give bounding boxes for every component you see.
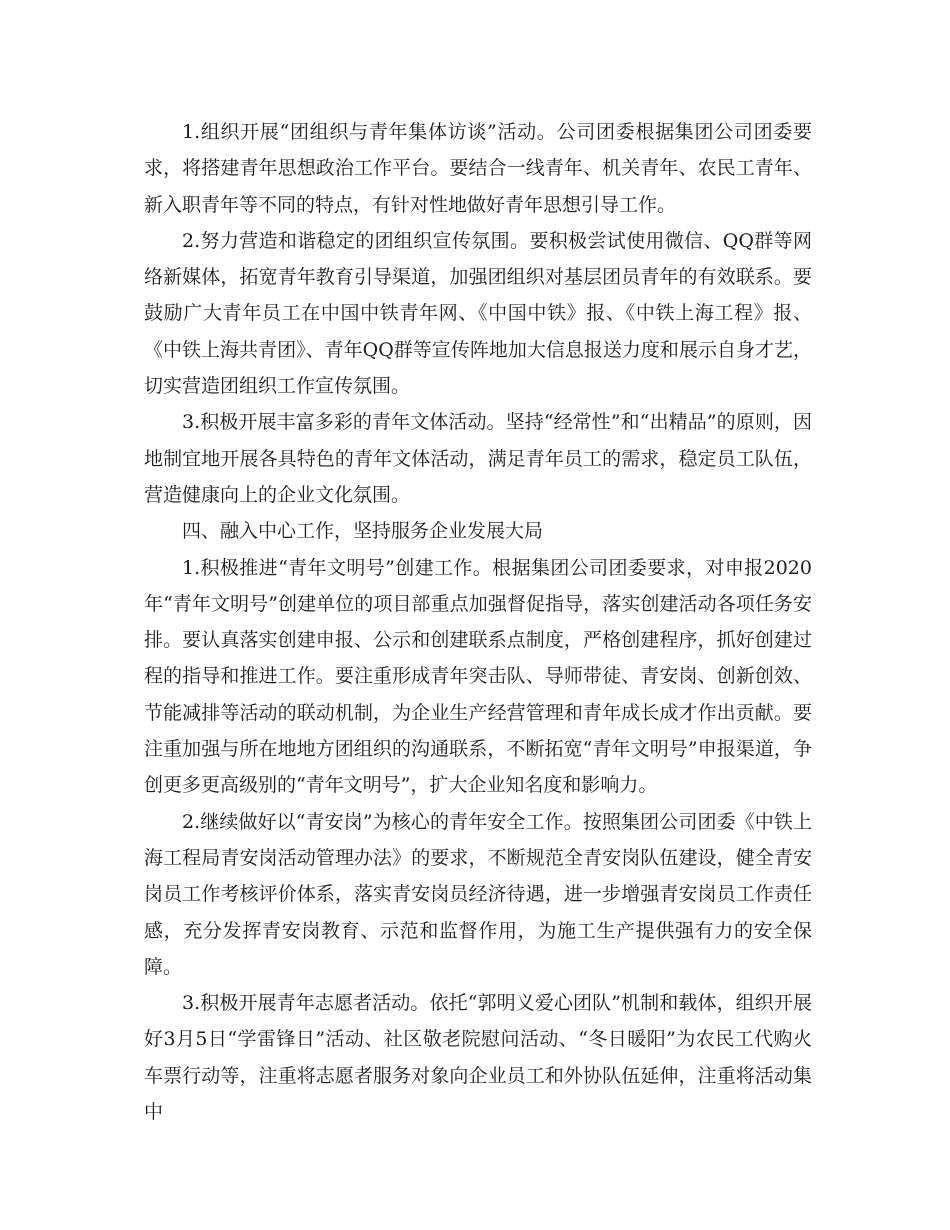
section-heading: 四、融入中心工作，坚持服务企业发展大局	[182, 520, 544, 543]
paragraph-1: 1.组织开展“团组织与青年集体访谈”活动。公司团委根据集团公司团委要求，将搭建青年思想政治工作平台。要结合一线青年、机关青年、农民工青年、新入职青年等不同的特点，有针对性地做好青年思想引导工作。	[144, 121, 812, 216]
paragraph-2: 2.努力营造和谐稳定的团组织宣传氛围。要积极尝试使用微信、QQ群等网络新媒体，拓宽青年教育引导渠道，加强团组织对基层团员青年的有效联系。要鼓励广大青年员工在中国中铁青年网、《中国中铁》报、《中铁上海工程》报、《中铁上海共青团》、青年QQ群等宣传阵地加大信息报送力度和展示自身才艺，切实营造团组织工作宣传氛围。	[144, 229, 812, 398]
paragraph-4: 1.积极推进“青年文明号”创建工作。根据集团公司团委要求，对申报2020年“青年文明号”创建单位的项目部重点加强督促指导，落实创建活动各项任务安排。要认真落实创建申报、公示和创建联系点制度，严格创建程序，抓好创建过程的指导和推进工作。要注重形成青年突击队、导师带徒、青安岗、创新创效、节能减排等活动的联动机制，为企业生产经营管理和青年成长成才作出贡献。要注重加强与所在地地方团组织的沟通联系，不断拓宽“青年文明号”申报渠道，争创更多更高级别的“青年文明号”，扩大企业知名度和影响力。	[144, 556, 812, 797]
paragraph-6: 3.积极开展青年志愿者活动。依托“郭明义爱心团队”机制和载体，组织开展好3月5日“学雷锋日”活动、社区敬老院慰问活动、“冬日暖阳”为农民工代购火车票行动等，注重将志愿者服务对象向企业员工和外协队伍延伸，注重将活动集中	[144, 992, 812, 1124]
paragraph-3: 3.积极开展丰富多彩的青年文体活动。坚持“经常性”和“出精品”的原则，因地制宜地开展各具特色的青年文体活动，满足青年员工的需求，稳定员工队伍，营造健康向上的企业文化氛围。	[144, 411, 812, 506]
paragraph-5: 2.继续做好以“青安岗”为核心的青年安全工作。按照集团公司团委《中铁上海工程局青安岗活动管理办法》的要求，不断规范全青安岗队伍建设，健全青安岗员工作考核评价体系，落实青安岗员经济待遇，进一步增强青安岗员工作责任感，充分发挥青安岗教育、示范和监督作用，为施工生产提供强有力的安全保障。	[144, 810, 812, 978]
document-body	[144, 114, 812, 1130]
